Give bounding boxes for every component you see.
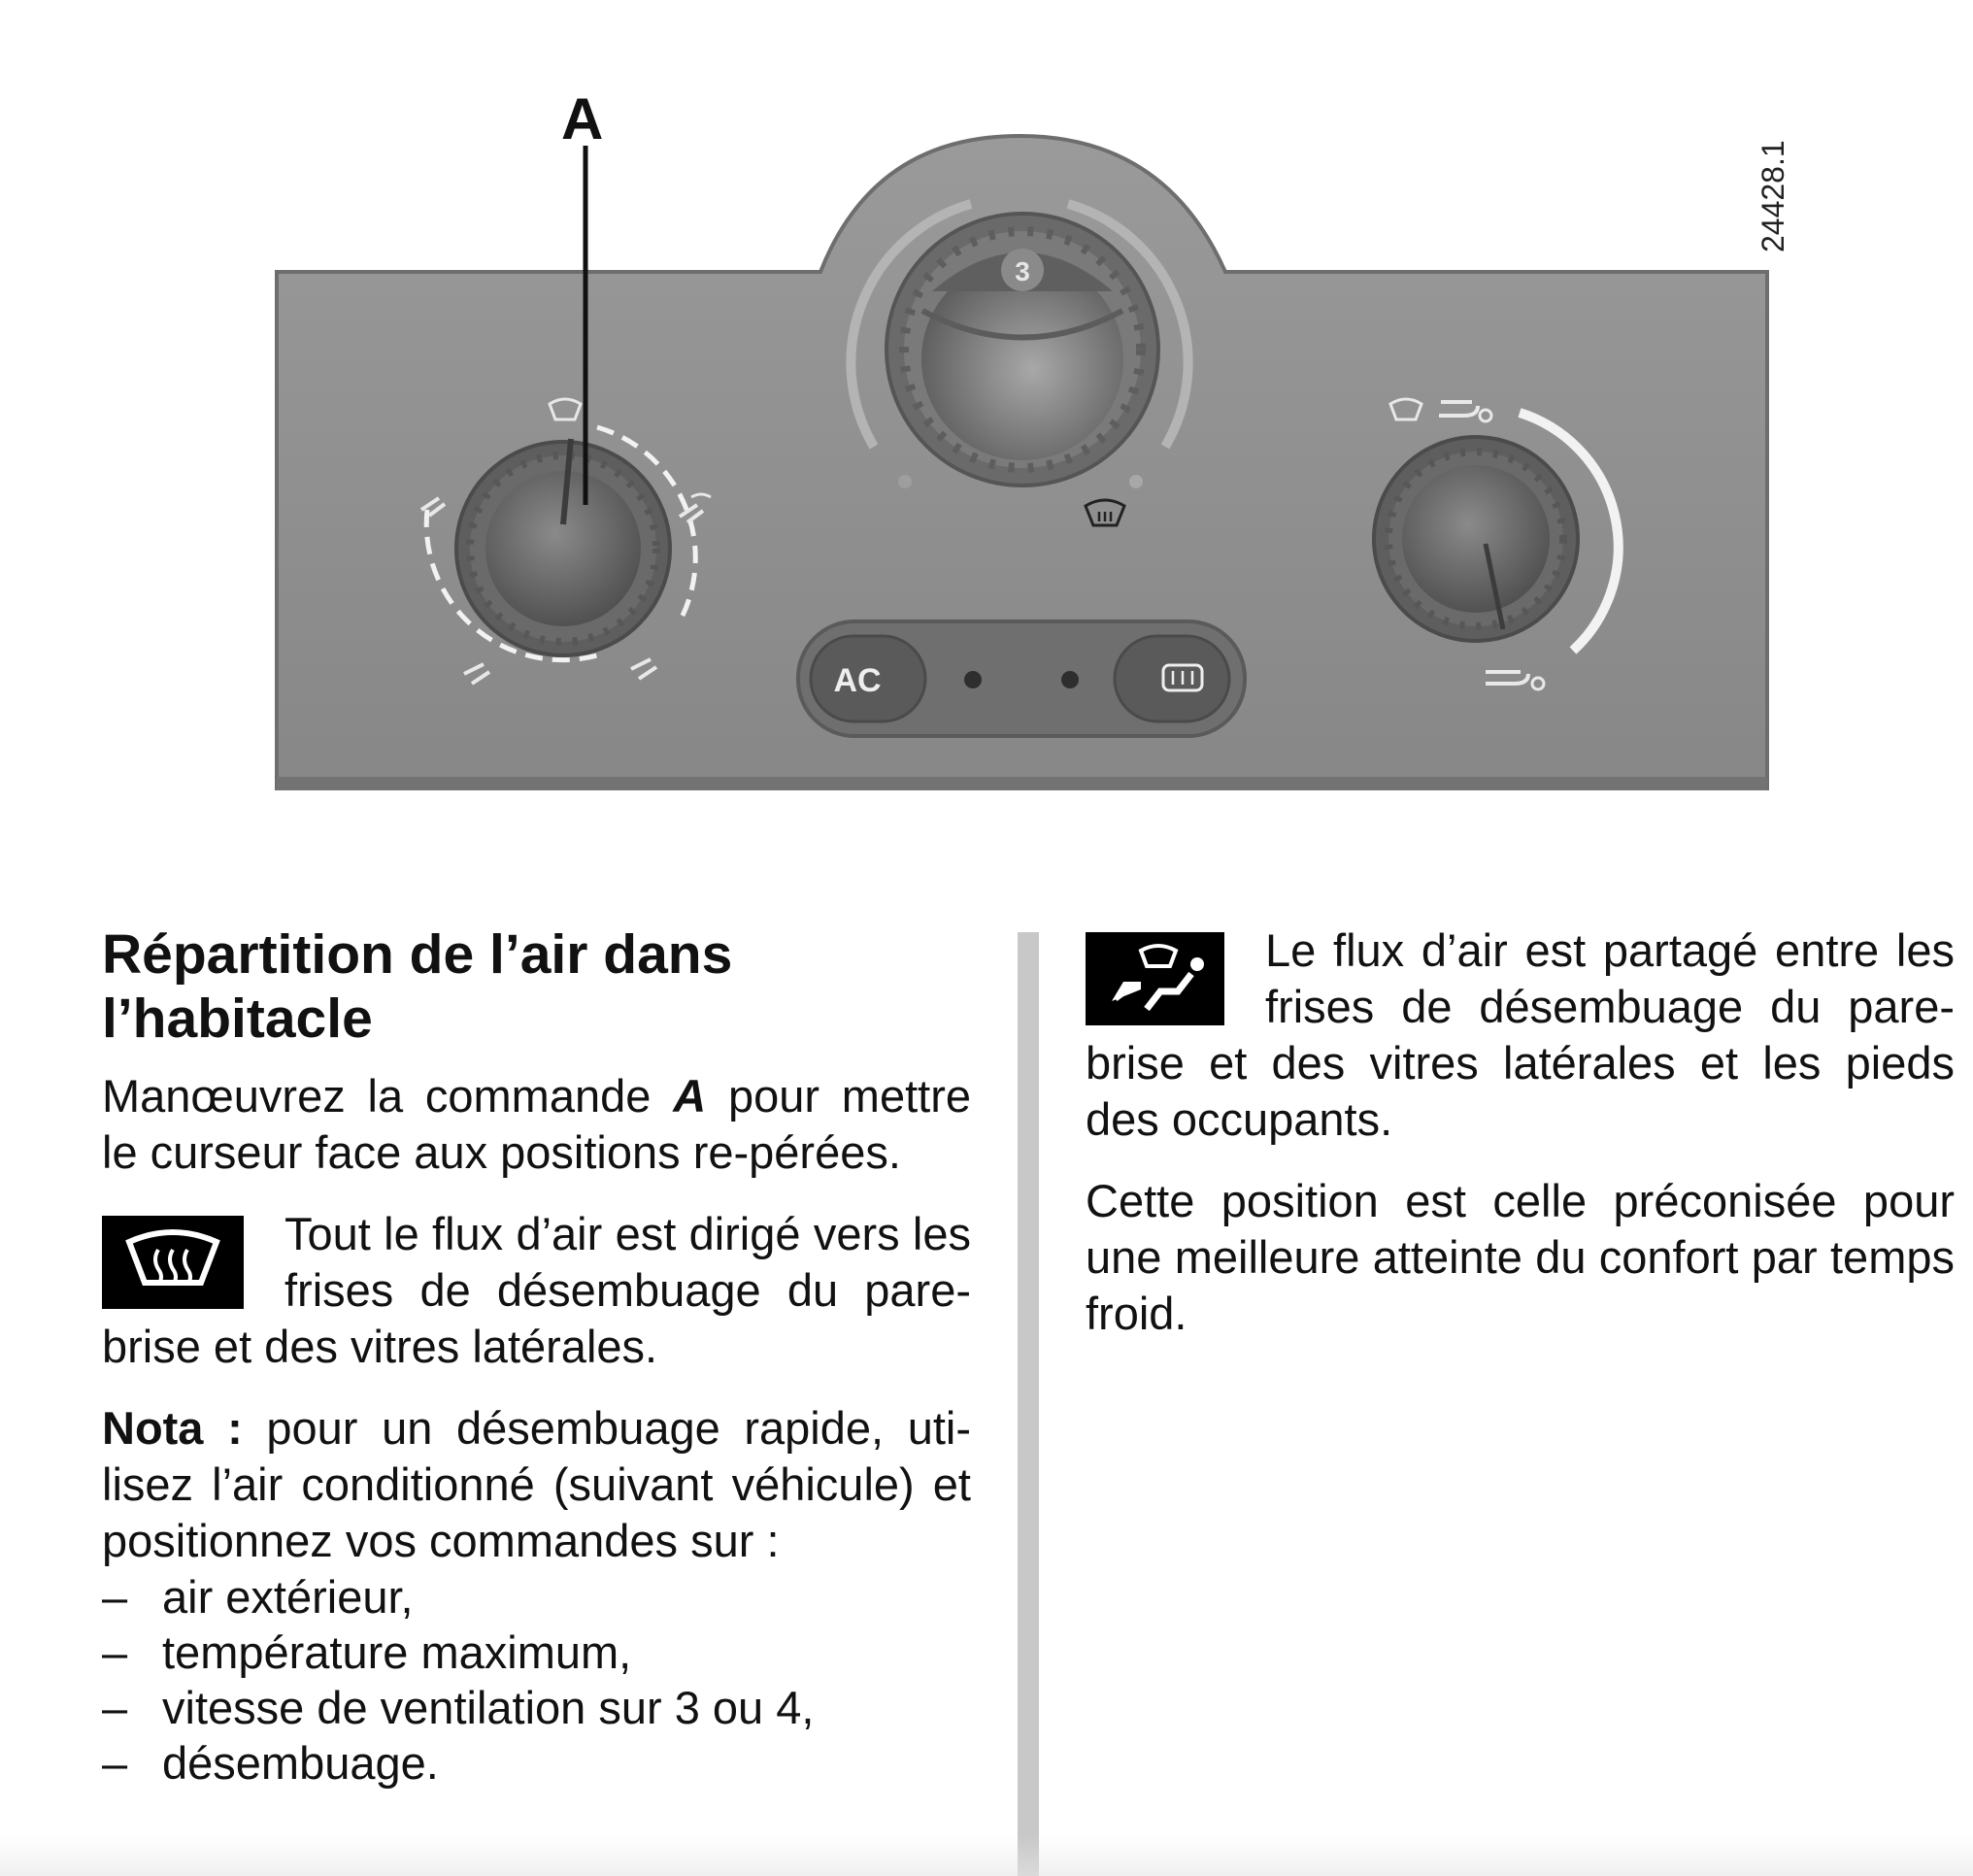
column-divider bbox=[1018, 932, 1039, 1876]
title-line-1: Répartition de l’air dans bbox=[102, 923, 733, 986]
climate-panel-figure bbox=[0, 0, 1973, 874]
intro-paragraph bbox=[102, 1068, 971, 1181]
label-a: A bbox=[561, 86, 604, 151]
nota-text: pour un désembuage rapide, uti-lisez l’air conditionné (suivant véhicule) et positionnez vos commandes sur : bbox=[102, 1402, 972, 1566]
section-title bbox=[102, 922, 971, 1051]
fan-speed-badge: 3 bbox=[1015, 256, 1030, 286]
intro-text-after: pour mettre le curseur face aux positions re-pérées. bbox=[102, 1070, 971, 1178]
title-line-2: l’habitacle bbox=[102, 988, 373, 1050]
nota-label: Nota : bbox=[102, 1402, 243, 1454]
cold-weather-text: Cette position est celle préconisée pour une meilleure atteinte du confort par temps froid. bbox=[1086, 1175, 1955, 1339]
defrost-feet-block bbox=[1086, 922, 1955, 1148]
settings-list bbox=[102, 1569, 971, 1791]
defrost-text: Tout le flux d’air est dirigé vers les frises de désembuage du pare-brise et des vitres latérales. bbox=[102, 1208, 971, 1372]
rear-defrost-button[interactable] bbox=[1115, 636, 1229, 721]
right-column bbox=[1086, 922, 1955, 1342]
command-letter: A bbox=[673, 1070, 707, 1122]
windscreen-defrost-icon bbox=[102, 1216, 244, 1309]
panel-bottom-edge bbox=[277, 777, 1767, 790]
left-column bbox=[102, 922, 971, 1791]
defrost-block bbox=[102, 1206, 971, 1375]
ac-button-label: AC bbox=[833, 662, 882, 699]
defrost-and-feet-icon bbox=[1086, 932, 1224, 1025]
figure-reference-number: 24428.1 bbox=[1756, 140, 1790, 252]
split-airflow-text: Le flux d’air est partagé entre les frises de désembuage du pare-brise et des vitres latérales et les pieds des occupants. bbox=[1086, 924, 1955, 1145]
ac-button[interactable] bbox=[811, 636, 925, 721]
list-item: – température maximum, bbox=[102, 1626, 632, 1678]
page-bottom-shadow bbox=[0, 1835, 1973, 1876]
intro-text-before: Manœuvrez la commande bbox=[102, 1070, 652, 1122]
list-item: – air extérieur, bbox=[102, 1571, 414, 1623]
nota-paragraph bbox=[102, 1400, 971, 1569]
list-item: – désembuage. bbox=[102, 1737, 439, 1789]
list-item: – vitesse de ventilation sur 3 ou 4, bbox=[102, 1682, 815, 1733]
climate-panel-drawing bbox=[0, 0, 1973, 874]
